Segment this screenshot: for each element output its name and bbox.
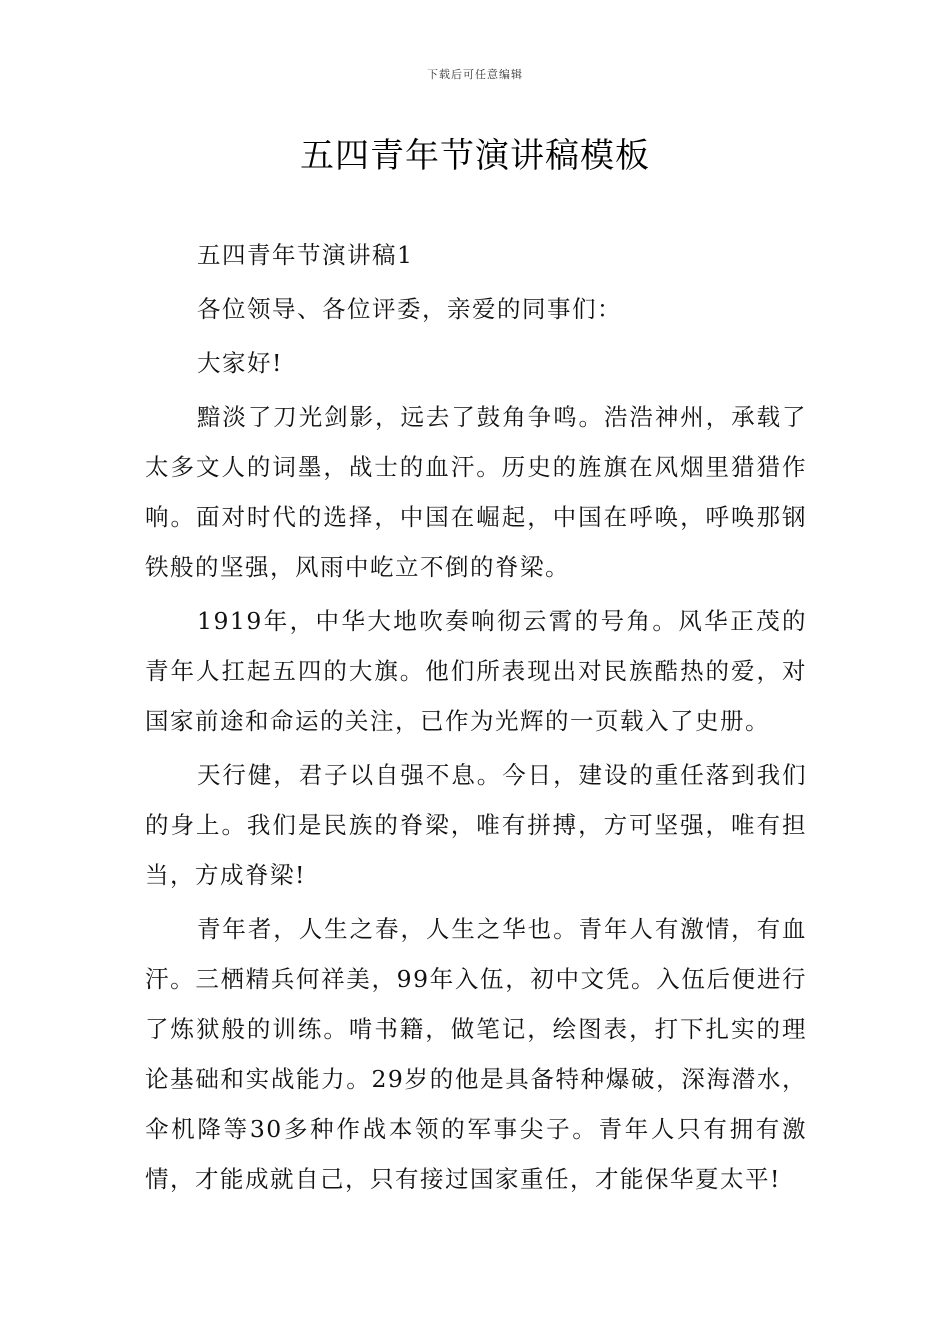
paragraph-body-4: 青年者，人生之春，人生之华也。青年人有激情，有血汗。三栖精兵何祥美，99年入伍，初中文凭。入伍后便进行了炼狱般的训练。啃书籍，做笔记，绘图表，打下扎实的理论基础和实战能力。29岁的他是具备特种爆破，深海潜水，伞机降等30多种作战本领的军事尖子。青年人只有拥有激情，才能成就自己，只有接过国家重任，才能保华夏太平! [145,915,807,1193]
document-body [145,230,807,1208]
paragraph-section-heading: 五四青年节演讲稿1 [197,241,414,269]
paragraph-body-3: 天行健，君子以自强不息。今日，建设的重任落到我们的身上。我们是民族的脊梁，唯有拼搏，方可坚强，唯有担当，方成脊梁! [145,761,807,889]
paragraph-salutation: 各位领导、各位评委，亲爱的同事们： [197,295,622,323]
document-title: 五四青年节演讲稿模板 [300,136,650,176]
header-note: 下载后可任意编辑 [427,68,523,81]
paragraph-greeting: 大家好! [197,349,283,377]
paragraph-body-2: 1919年，中华大地吹奏响彻云霄的号角。风华正茂的青年人扛起五四的大旗。他们所表现出对民族酷热的爱，对国家前途和命运的关注，已作为光辉的一页载入了史册。 [145,607,807,735]
paragraph-body-1: 黯淡了刀光剑影，远去了鼓角争鸣。浩浩神州，承载了太多文人的词墨，战士的血汗。历史的旌旗在风烟里猎猎作响。面对时代的选择，中国在崛起，中国在呼唤，呼唤那钢铁般的坚强，风雨中屹立不倒的脊梁。 [145,403,807,581]
